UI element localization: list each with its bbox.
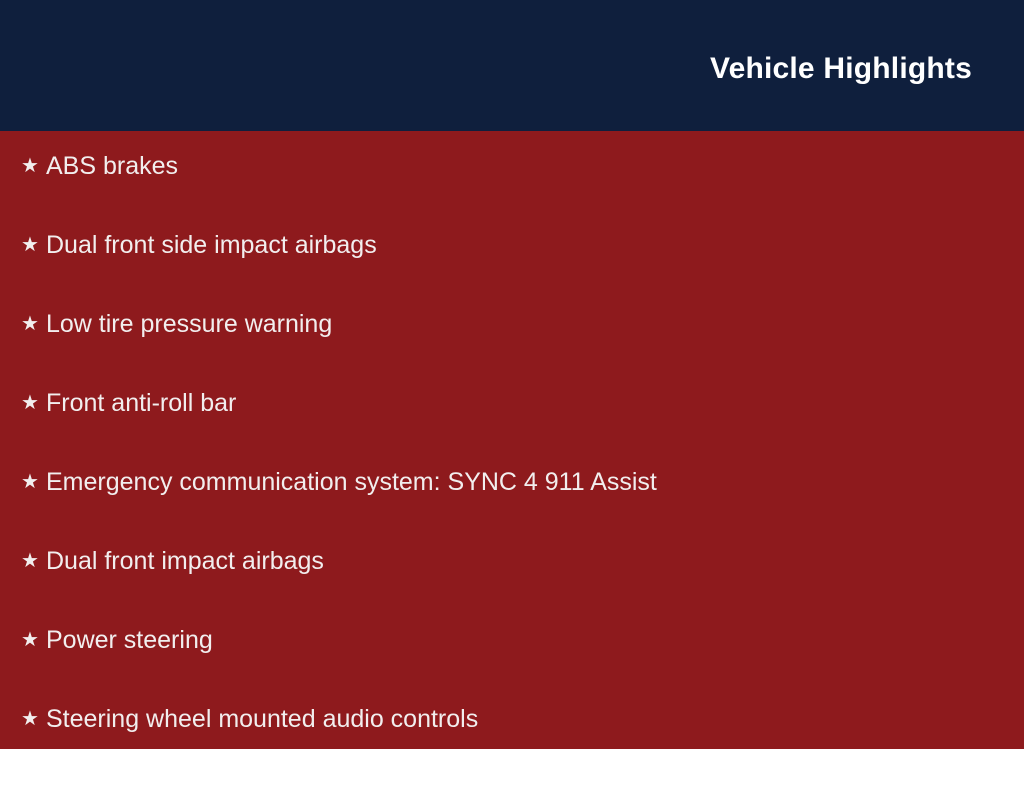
list-item (14, 548, 984, 627)
list-item-label: Steering wheel mounted audio controls (46, 705, 479, 733)
list-item-label: Emergency communication system: SYNC 4 911 Assist (46, 468, 657, 496)
star-icon: ★ (21, 313, 39, 335)
page-title: Vehicle Highlights (710, 52, 972, 85)
slide-footer (0, 749, 1024, 768)
star-icon: ★ (21, 155, 39, 177)
list-item-label: Power steering (46, 626, 213, 654)
list-item (14, 232, 984, 311)
list-item-label: Dual front impact airbags (46, 547, 324, 575)
list-item (14, 706, 984, 785)
list-item (14, 627, 984, 706)
star-icon: ★ (21, 550, 39, 572)
slide-header (0, 0, 1024, 131)
list-item-label: ABS brakes (46, 152, 179, 180)
star-icon: ★ (21, 629, 39, 651)
list-item (14, 153, 984, 232)
list-item (14, 390, 984, 469)
star-icon: ★ (21, 471, 39, 493)
star-icon: ★ (21, 234, 39, 256)
star-icon: ★ (21, 392, 39, 414)
star-icon: ★ (21, 708, 39, 730)
list-item-label: Front anti-roll bar (46, 389, 237, 417)
list-item-label: Low tire pressure warning (46, 310, 333, 338)
list-item (14, 311, 984, 390)
slide-body (0, 131, 1024, 749)
list-item-label: Dual front side impact airbags (46, 231, 377, 259)
vehicle-highlights-list (14, 153, 984, 785)
list-item (14, 469, 984, 548)
